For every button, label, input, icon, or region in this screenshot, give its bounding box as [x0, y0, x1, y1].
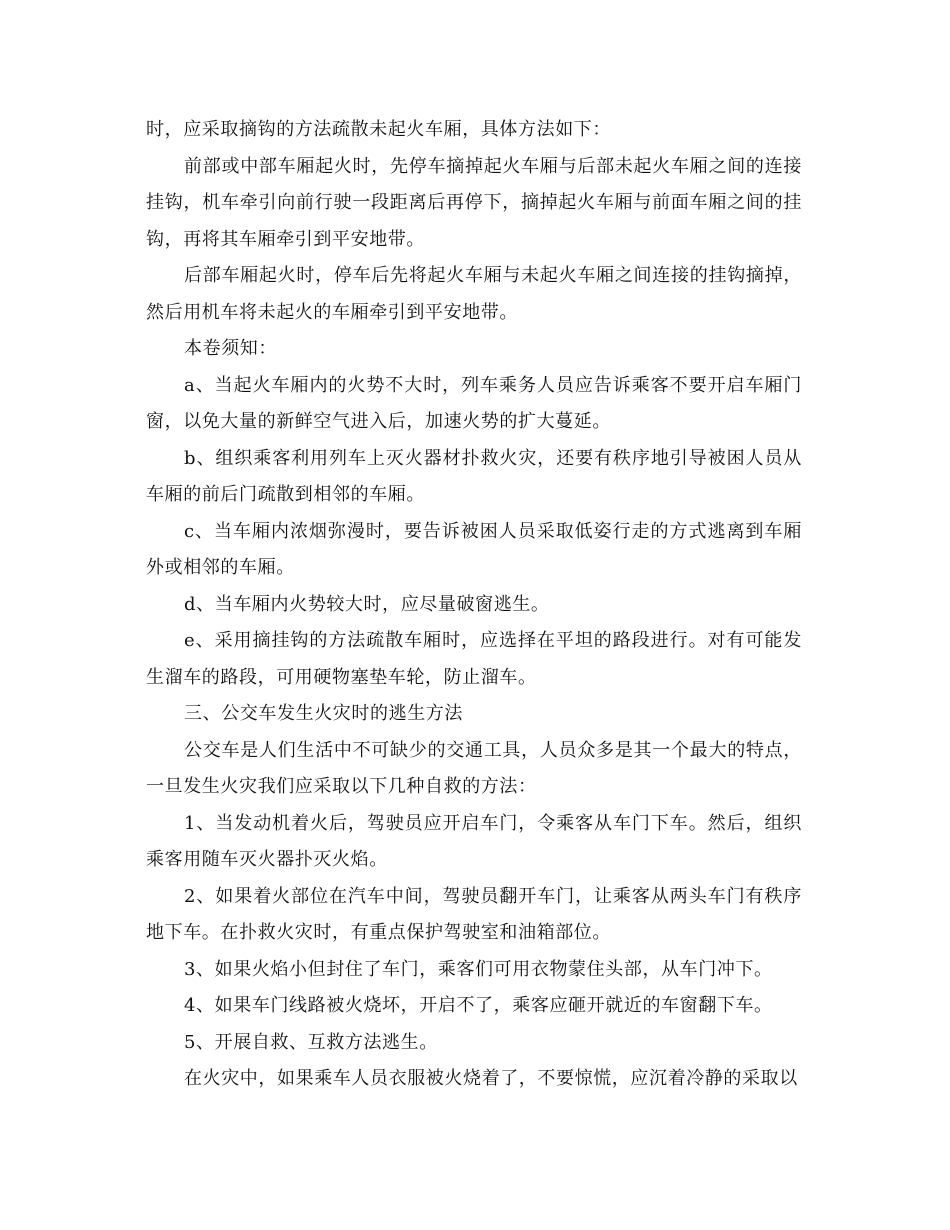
- bus-item-2: 2、如果着火部位在汽车中间，驾驶员翻开车门，让乘客从两头车门有秩序地下车。在扑救火灾时，有重点保护驾驶室和油箱部位。: [146, 885, 802, 943]
- notice-item-a: a、当起火车厢内的火势不大时，列车乘务人员应告诉乘客不要开启车厢门窗，以免大量的新鲜空气进入后，加速火势的扩大蔓延。: [146, 374, 802, 432]
- document-page: [146, 112, 802, 1098]
- paragraph-bus-intro: 公交车是人们生活中不可缺少的交通工具，人员众多是其一个最大的特点，一旦发生火灾我们应采取以下几种自救的方法：: [146, 739, 802, 797]
- paragraph-last: 在火灾中，如果乘车人员衣服被火烧着了，不要惊慌，应沉着冷静的采取以: [184, 1068, 798, 1089]
- paragraph-1: 时，应采取摘钩的方法疏散未起火车厢，具体方法如下：: [146, 119, 611, 140]
- bus-item-3: 3、如果火焰小但封住了车门，乘客们可用衣物蒙住头部，从车门冲下。: [184, 958, 773, 980]
- notice-heading: 本卷须知：: [184, 338, 277, 359]
- notice-item-d: d、当车厢内火势较大时，应尽量破窗逃生。: [184, 593, 550, 615]
- notice-item-e: e、采用摘挂钩的方法疏散车厢时，应选择在平坦的路段进行。对有可能发生溜车的路段，可用硬物塞垫车轮，防止溜车。: [146, 630, 802, 688]
- paragraph-2: 前部或中部车厢起火时，先停车摘掉起火车厢与后部未起火车厢之间的连接挂钩，机车牵引向前行驶一段距离后再停下，摘掉起火车厢与前面车厢之间的挂钩，再将其车厢牵引到平安地带。: [146, 155, 802, 250]
- bus-item-5: 5、开展自救、互救方法逃生。: [184, 1031, 438, 1053]
- paragraph-3: 后部车厢起火时，停车后先将起火车厢与未起火车厢之间连接的挂钩摘掉，然后用机车将未起火的车厢牵引到平安地带。: [146, 265, 802, 323]
- section-heading-bus-fire: 三、公交车发生火灾时的逃生方法: [184, 703, 463, 724]
- notice-item-c: c、当车厢内浓烟弥漫时，要告诉被困人员采取低姿行走的方式逃离到车厢外或相邻的车厢。: [146, 520, 802, 578]
- notice-item-b: b、组织乘客利用列车上灭火器材扑救火灾，还要有秩序地引导被困人员从车厢的前后门疏散到相邻的车厢。: [146, 447, 802, 505]
- bus-item-1: 1、当发动机着火后，驾驶员应开启车门，令乘客从车门下车。然后，组织乘客用随车灭火器扑灭火焰。: [146, 812, 802, 870]
- bus-item-4: 4、如果车门线路被火烧坏，开启不了，乘客应砸开就近的车窗翻下车。: [184, 995, 773, 1016]
